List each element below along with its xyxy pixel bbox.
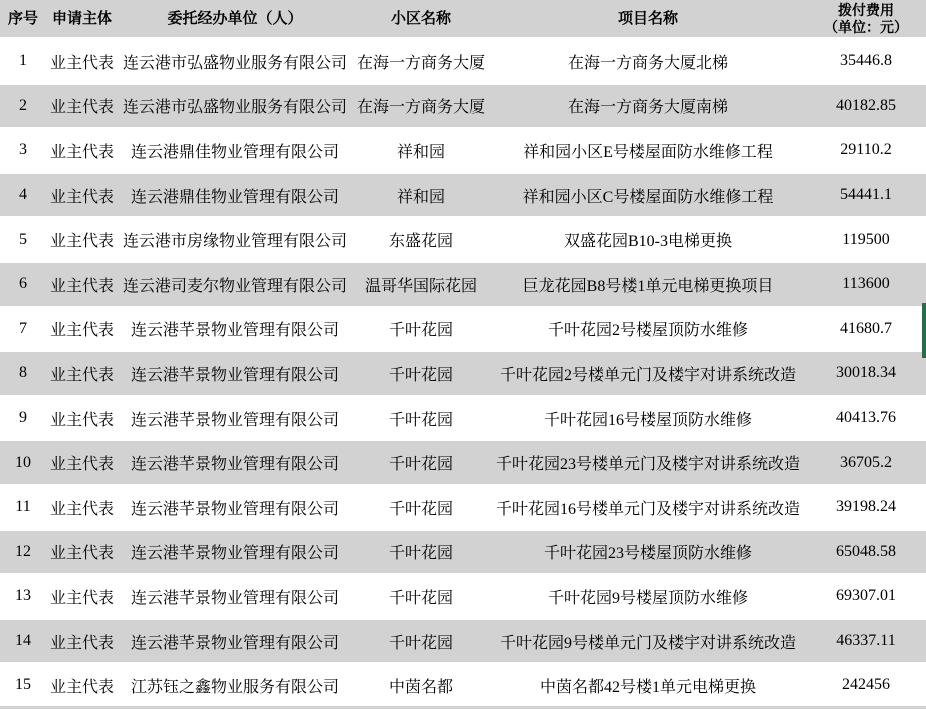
table-row (0, 531, 926, 576)
cell-project: 千叶花园16号楼屋顶防水维修 (543, 411, 752, 429)
cell-applicant: 业主代表 (49, 54, 114, 72)
cell-agency: 连云港芊景物业管理有限公司 (130, 545, 339, 563)
cell-applicant: 业主代表 (49, 366, 114, 384)
column-header-index: 序号 (7, 10, 38, 27)
cell-agency: 连云港芊景物业管理有限公司 (130, 589, 339, 607)
cell-community: 中茵名都 (388, 678, 453, 696)
cell-index: 1 (19, 52, 27, 70)
cell-fee: 113600 (842, 275, 890, 293)
table-row (0, 352, 926, 397)
cell-agency: 江苏钰之鑫物业服务有限公司 (130, 678, 339, 696)
cell-applicant: 业主代表 (49, 143, 114, 161)
cell-fee: 39198.24 (836, 498, 896, 516)
table-row (0, 85, 926, 130)
cell-applicant: 业主代表 (49, 322, 114, 340)
cell-agency: 连云港司麦尔物业管理有限公司 (122, 277, 347, 295)
cell-community: 千叶花园 (388, 456, 453, 474)
cell-applicant: 业主代表 (49, 634, 114, 652)
cell-fee: 30018.34 (836, 364, 896, 382)
cell-project: 千叶花园9号楼屋顶防水维修 (547, 589, 748, 607)
cell-fee: 54441.1 (840, 186, 892, 204)
cell-project: 中茵名都42号楼1单元电梯更换 (539, 678, 756, 696)
cell-index: 3 (19, 141, 27, 159)
cell-fee: 35446.8 (840, 52, 892, 70)
cell-project: 在海一方商务大厦北梯 (567, 54, 728, 72)
cell-community: 千叶花园 (388, 322, 453, 340)
cell-agency: 连云港芊景物业管理有限公司 (130, 322, 339, 340)
cell-agency: 连云港芊景物业管理有限公司 (130, 456, 339, 474)
cell-index: 12 (15, 542, 31, 560)
column-header-fee (806, 0, 926, 37)
cell-project: 在海一方商务大厦南梯 (567, 99, 728, 117)
column-header-community: 小区名称 (390, 10, 451, 27)
cell-fee: 40182.85 (836, 96, 896, 114)
cell-applicant: 业主代表 (49, 233, 114, 251)
cell-community: 在海一方商务大厦 (356, 99, 485, 117)
cell-index: 4 (19, 186, 27, 204)
cell-project: 千叶花园9号楼单元门及楼宇对讲系统改造 (499, 634, 796, 652)
cell-applicant: 业主代表 (49, 188, 114, 206)
cell-index: 10 (15, 453, 31, 471)
cell-index: 9 (19, 409, 27, 427)
cell-project: 双盛花园B10-3电梯更换 (563, 233, 732, 251)
cell-agency: 连云港市弘盛物业服务有限公司 (122, 54, 347, 72)
cell-community: 祥和园 (396, 143, 445, 161)
table-row (0, 486, 926, 531)
cell-community: 千叶花园 (388, 545, 453, 563)
cell-agency: 连云港鼎佳物业管理有限公司 (130, 143, 339, 161)
cell-fee: 65048.58 (836, 542, 896, 560)
cell-agency: 连云港市房缘物业管理有限公司 (122, 233, 347, 251)
cell-applicant: 业主代表 (49, 589, 114, 607)
cell-fee: 36705.2 (840, 453, 892, 471)
cell-fee: 41680.7 (840, 319, 892, 337)
cell-index: 7 (19, 319, 27, 337)
column-header-fee-line2: （单位：元） (824, 18, 908, 35)
cell-community: 温哥华国际花园 (364, 277, 477, 295)
cell-project: 祥和园小区E号楼屋面防水维修工程 (523, 143, 773, 161)
cell-fee: 40413.76 (836, 409, 896, 427)
cell-project: 千叶花园16号楼单元门及楼宇对讲系统改造 (495, 500, 800, 518)
table-row (0, 441, 926, 486)
cell-fee: 29110.2 (840, 141, 892, 159)
cell-project: 祥和园小区C号楼屋面防水维修工程 (522, 188, 774, 206)
column-header-applicant: 申请主体 (51, 10, 112, 27)
cell-community: 千叶花园 (388, 366, 453, 384)
cell-fee: 119500 (842, 230, 890, 248)
cell-index: 8 (19, 364, 27, 382)
table-row (0, 40, 926, 85)
cell-agency: 连云港市弘盛物业服务有限公司 (122, 99, 347, 117)
column-header-fee-line1: 拨付费用 (838, 1, 894, 18)
cell-index: 13 (15, 587, 31, 605)
cell-fee: 46337.11 (836, 632, 896, 650)
cell-applicant: 业主代表 (49, 99, 114, 117)
table-row (0, 664, 926, 709)
cell-agency: 连云港鼎佳物业管理有限公司 (130, 188, 339, 206)
table-row (0, 397, 926, 442)
cell-community: 千叶花园 (388, 411, 453, 429)
cell-community: 千叶花园 (388, 634, 453, 652)
cell-project: 千叶花园23号楼单元门及楼宇对讲系统改造 (495, 456, 800, 474)
table-row (0, 620, 926, 665)
cell-project: 巨龙花园B8号楼1单元电梯更换项目 (522, 277, 774, 295)
cell-project: 千叶花园23号楼屋顶防水维修 (543, 545, 752, 563)
cell-applicant: 业主代表 (49, 411, 114, 429)
cell-index: 5 (19, 230, 27, 248)
table-header-row (0, 0, 926, 40)
cell-community: 千叶花园 (388, 500, 453, 518)
cell-applicant: 业主代表 (49, 456, 114, 474)
cell-project: 千叶花园2号楼单元门及楼宇对讲系统改造 (499, 366, 796, 384)
cell-applicant: 业主代表 (49, 545, 114, 563)
cell-index: 14 (15, 632, 31, 650)
table-row (0, 263, 926, 308)
cell-agency: 连云港芊景物业管理有限公司 (130, 366, 339, 384)
table-row (0, 308, 926, 353)
table-row (0, 575, 926, 620)
cell-fee: 242456 (842, 676, 890, 694)
cell-index: 6 (19, 275, 27, 293)
cell-community: 祥和园 (396, 188, 445, 206)
column-header-agency: 委托经办单位（人） (167, 10, 303, 27)
table-row (0, 174, 926, 219)
cell-applicant: 业主代表 (49, 678, 114, 696)
table-row (0, 129, 926, 174)
cell-agency: 连云港芊景物业管理有限公司 (130, 500, 339, 518)
cell-community: 在海一方商务大厦 (356, 54, 485, 72)
cell-agency: 连云港芊景物业管理有限公司 (130, 634, 339, 652)
table-row (0, 218, 926, 263)
cell-applicant: 业主代表 (49, 277, 114, 295)
cell-applicant: 业主代表 (49, 500, 114, 518)
column-header-project: 项目名称 (617, 10, 678, 27)
cell-fee: 69307.01 (836, 587, 896, 605)
cell-index: 11 (15, 498, 31, 516)
scrollbar-thumb[interactable] (922, 303, 926, 358)
cell-community: 千叶花园 (388, 589, 453, 607)
cell-community: 东盛花园 (388, 233, 453, 251)
cell-project: 千叶花园2号楼屋顶防水维修 (547, 322, 748, 340)
cell-index: 15 (15, 676, 31, 694)
cell-agency: 连云港芊景物业管理有限公司 (130, 411, 339, 429)
cell-index: 2 (19, 96, 27, 114)
